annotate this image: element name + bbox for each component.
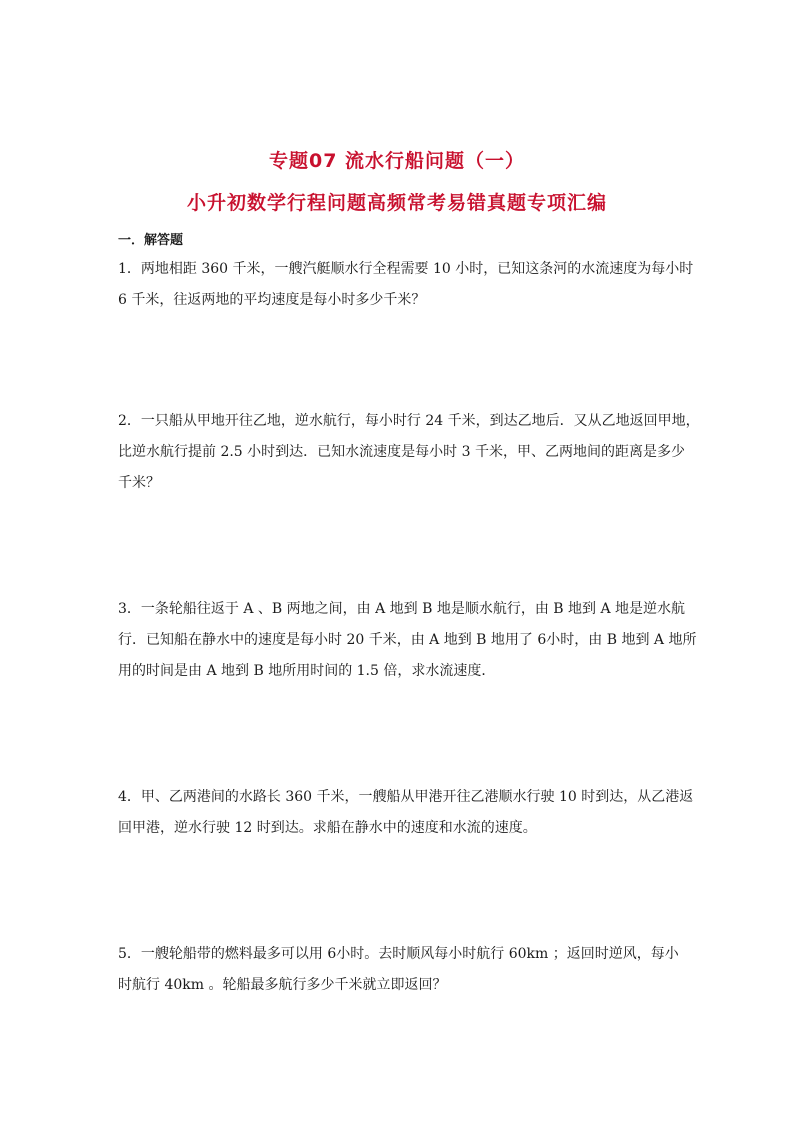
question-4: [118, 782, 694, 844]
question-line: 比逆水航行提前 2.5 小时到达．已知水流速度是每小时 3 千米，甲、乙两地间的距离是多少: [118, 444, 685, 460]
question-line: 用的时间是由 A 地到 B 地所用时间的 1.5 倍，求水流速度．: [118, 663, 496, 679]
question-line: 1．两地相距 360 千米，一艘汽艇顺水行全程需要 10 小时，已知这条河的水流速度为每小时: [118, 261, 694, 277]
question-3: [118, 594, 697, 687]
question-line: 回甲港，逆水行驶 12 时到达。求船在静水中的速度和水流的速度。: [118, 820, 537, 836]
question-line: 千米？: [118, 475, 160, 491]
question-2: [118, 406, 700, 499]
question-line: 2．一只船从甲地开往乙地，逆水航行，每小时行 24 千米，到达乙地后．又从乙地返回甲地，: [118, 413, 700, 429]
page-title: 专题07 流水行船问题（一）: [268, 150, 526, 172]
question-1: [118, 254, 694, 316]
page-subtitle: 小升初数学行程问题高频常考易错真题专项汇编: [186, 192, 607, 214]
question-line: 3．一条轮船往返于 A 、B 两地之间，由 A 地到 B 地是顺水航行，由 B 地到 A 地是逆水航: [118, 601, 686, 617]
section-heading: 一．解答题: [118, 233, 184, 248]
question-line: 5．一艘轮船带的燃料最多可以用 6小时。去时顺风每小时航行 60km ；返回时逆风，每小: [118, 946, 679, 962]
question-line: 4．甲、乙两港间的水路长 360 千米，一艘船从甲港开往乙港顺水行驶 10 时到达，从乙港返: [118, 789, 694, 805]
question-line: 行．已知船在静水中的速度是每小时 20 千米，由 A 地到 B 地用了 6小时，由 B 地到 A 地所: [118, 632, 697, 648]
question-line: 6 千米，往返两地的平均速度是每小时多少千米？: [118, 292, 426, 308]
question-line: 时航行 40km 。轮船最多航行多少千米就立即返回？: [118, 977, 447, 993]
question-5: [118, 939, 678, 1001]
